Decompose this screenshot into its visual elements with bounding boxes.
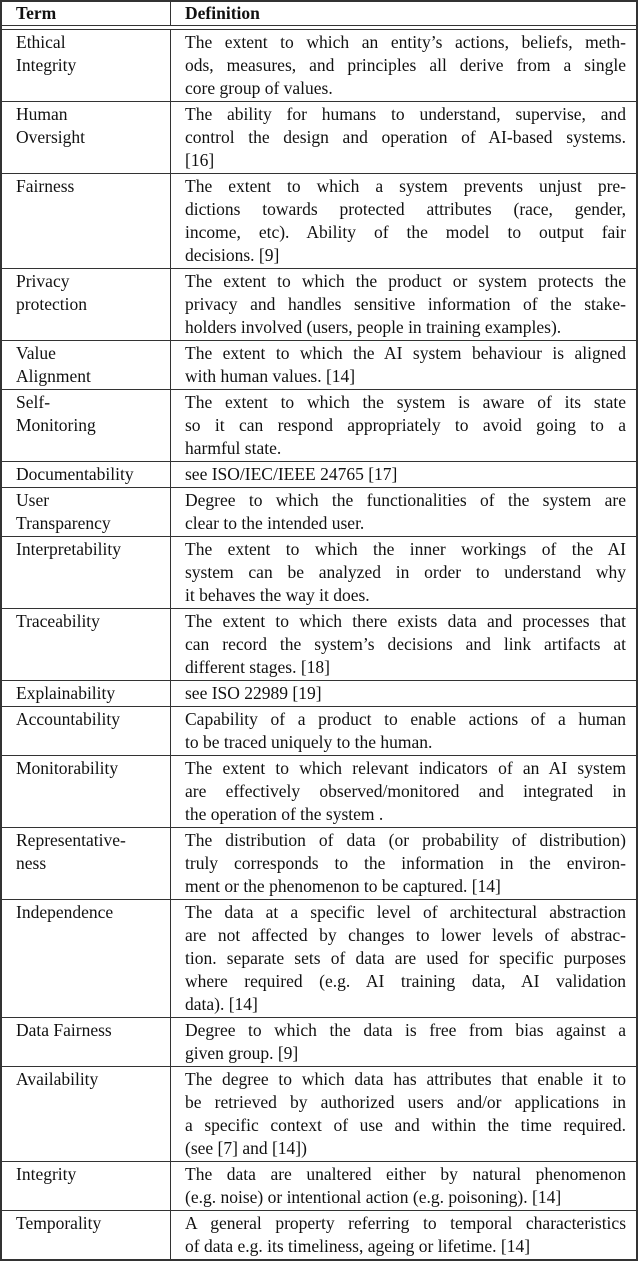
table-row: [2, 340, 636, 389]
term-line: Explainability: [16, 683, 116, 703]
definition-cell: [171, 1067, 636, 1161]
definition-line: be retrieved by authorized users and/or applications in: [185, 1092, 626, 1112]
definition-line: The data are unaltered either by natural phenomenon: [185, 1164, 626, 1184]
term-cell: [2, 30, 171, 101]
term-line: Human: [16, 104, 68, 124]
header-definition: Definition: [185, 3, 260, 23]
term-line: Independence: [16, 902, 114, 922]
definition-cell: [171, 1162, 636, 1210]
definition-line: a specific context of use and within the time required.: [185, 1115, 626, 1135]
term-line: protection: [16, 294, 87, 314]
term-cell: [2, 174, 171, 268]
definition-line: The extent to which the AI system behaviour is aligned: [185, 343, 626, 363]
term-line: Value: [16, 343, 56, 363]
definition-line: where required (e.g. AI training data, AI validation: [185, 971, 626, 991]
definition-line: holders involved (users, people in training examples).: [185, 317, 562, 337]
definition-line: harmful state.: [185, 438, 282, 458]
definition-line: given group. [9]: [185, 1043, 299, 1063]
term-cell: [2, 341, 171, 389]
term-cell: [2, 390, 171, 461]
term-line: Fairness: [16, 176, 75, 196]
table-row: [2, 1161, 636, 1210]
definition-line: A general property referring to temporal characteristics: [185, 1213, 626, 1233]
definition-cell: [171, 707, 636, 755]
definition-cell: [171, 900, 636, 1017]
table-row: [2, 268, 636, 340]
definition-line: Degree to which the functionalities of the system are: [185, 490, 626, 510]
definition-line: the operation of the system .: [185, 804, 384, 824]
definition-line: clear to the intended user.: [185, 513, 365, 533]
table-row: [2, 1210, 636, 1259]
definition-cell: [171, 756, 636, 827]
term-cell: [2, 1018, 171, 1066]
table-row: [2, 680, 636, 706]
term-cell: [2, 828, 171, 899]
term-cell: [2, 102, 171, 173]
term-line: ness: [16, 853, 47, 873]
term-line: Oversight: [16, 127, 86, 147]
definition-cell: [171, 537, 636, 608]
definition-line: data). [14]: [185, 994, 258, 1014]
definition-line: ment or the phenomenon to be captured. [14]: [185, 876, 501, 896]
definition-line: control the design and operation of AI-based systems.: [185, 127, 626, 147]
term-cell: [2, 269, 171, 340]
definition-line: see ISO/IEC/IEEE 24765 [17]: [185, 464, 398, 484]
term-line: User: [16, 490, 50, 510]
definition-line: ods, measures, and principles all derive from a single: [185, 55, 626, 75]
definition-line: The ability for humans to understand, supervise, and: [185, 104, 626, 124]
term-line: Temporality: [16, 1213, 102, 1233]
table-header-row: [2, 2, 636, 26]
term-line: Ethical: [16, 32, 66, 52]
table-row: [2, 755, 636, 827]
term-line: Self-: [16, 392, 51, 412]
term-cell: [2, 900, 171, 1017]
definition-line: system can be analyzed in order to understand why: [185, 562, 626, 582]
term-cell: [2, 707, 171, 755]
table-row: [2, 1066, 636, 1161]
term-line: Representative-: [16, 830, 126, 850]
table-row: [2, 827, 636, 899]
definition-line: The extent to which the product or system protects the: [185, 271, 626, 291]
term-line: Privacy: [16, 271, 70, 291]
term-cell: [2, 609, 171, 680]
definition-line: are effectively observed/monitored and integrated in: [185, 781, 626, 801]
term-line: Availability: [16, 1069, 99, 1089]
definition-cell: [171, 30, 636, 101]
table-row: [2, 30, 636, 101]
table-row: [2, 899, 636, 1017]
definition-line: Degree to which the data is free from bias against a: [185, 1020, 626, 1040]
definition-line: see ISO 22989 [19]: [185, 683, 322, 703]
table-row: [2, 461, 636, 487]
definition-line: core group of values.: [185, 78, 333, 98]
definition-cell: [171, 1018, 636, 1066]
definition-line: truly corresponds to the information in the environ-: [185, 853, 626, 873]
definition-line: can record the system’s decisions and link artifacts at: [185, 634, 626, 654]
term-line: Monitoring: [16, 415, 96, 435]
definition-cell: [171, 341, 636, 389]
term-cell: [2, 462, 171, 487]
definition-cell: [171, 681, 636, 706]
definition-line: The extent to which relevant indicators of an AI system: [185, 758, 626, 778]
definition-cell: [171, 1211, 636, 1259]
term-line: Traceability: [16, 611, 100, 631]
definition-cell: [171, 102, 636, 173]
term-cell: [2, 488, 171, 536]
table-row: [2, 173, 636, 268]
definition-line: Capability of a product to enable actions of a human: [185, 709, 626, 729]
table-row: [2, 536, 636, 608]
table-body: [2, 30, 636, 1259]
definition-line: of data e.g. its timeliness, ageing or lifetime. [14]: [185, 1236, 531, 1256]
definition-line: tion. separate sets of data are used for specific purposes: [185, 948, 626, 968]
table-row: [2, 487, 636, 536]
definition-cell: [171, 462, 636, 487]
definition-cell: [171, 828, 636, 899]
table-row: [2, 389, 636, 461]
term-line: Interpretability: [16, 539, 121, 559]
definition-line: so it can respond appropriately to avoid going to a: [185, 415, 626, 435]
definition-line: The extent to which an entity’s actions, beliefs, meth-: [185, 32, 626, 52]
table-row: [2, 706, 636, 755]
definition-line: The extent to which a system prevents unjust pre-: [185, 176, 626, 196]
table-row: [2, 1017, 636, 1066]
definition-line: different stages. [18]: [185, 657, 330, 677]
table-row: [2, 101, 636, 173]
term-line: Accountability: [16, 709, 121, 729]
term-line: Integrity: [16, 1164, 77, 1184]
term-line: Data Fairness: [16, 1020, 112, 1040]
definition-line: The extent to which there exists data and processes that: [185, 611, 626, 631]
definition-line: The distribution of data (or probability of distribution): [185, 830, 626, 850]
definition-line: (e.g. noise) or intentional action (e.g. poisoning). [14]: [185, 1187, 562, 1207]
definition-line: The degree to which data has attributes that enable it to: [185, 1069, 626, 1089]
definition-line: The data at a specific level of architectural abstraction: [185, 902, 626, 922]
definition-line: The extent to which the system is aware of its state: [185, 392, 626, 412]
term-line: Alignment: [16, 366, 91, 386]
term-cell: [2, 1211, 171, 1259]
term-line: Integrity: [16, 55, 77, 75]
term-line: Monitorability: [16, 758, 119, 778]
term-cell: [2, 681, 171, 706]
term-line: Transparency: [16, 513, 111, 533]
definition-cell: [171, 269, 636, 340]
term-cell: [2, 1067, 171, 1161]
definition-line: The extent to which the inner workings of the AI: [185, 539, 626, 559]
definition-line: income, etc). Ability of the model to output fair: [185, 222, 626, 242]
table-row: [2, 608, 636, 680]
term-cell: [2, 537, 171, 608]
header-term: Term: [2, 2, 171, 25]
definition-line: [16]: [185, 150, 215, 170]
definition-line: dictions towards protected attributes (race, gender,: [185, 199, 626, 219]
definition-cell: [171, 488, 636, 536]
definition-cell: [171, 609, 636, 680]
definition-line: privacy and handles sensitive information of the stake-: [185, 294, 626, 314]
definition-cell: [171, 174, 636, 268]
term-cell: [2, 756, 171, 827]
definition-line: decisions. [9]: [185, 245, 280, 265]
term-line: Documentability: [16, 464, 134, 484]
term-cell: [2, 1162, 171, 1210]
definition-line: it behaves the way it does.: [185, 585, 370, 605]
definition-cell: [171, 390, 636, 461]
definition-line: with human values. [14]: [185, 366, 356, 386]
definition-line: (see [7] and [14]): [185, 1138, 307, 1158]
definition-line: are not affected by changes to lower levels of abstrac-: [185, 925, 626, 945]
definition-line: to be traced uniquely to the human.: [185, 732, 433, 752]
